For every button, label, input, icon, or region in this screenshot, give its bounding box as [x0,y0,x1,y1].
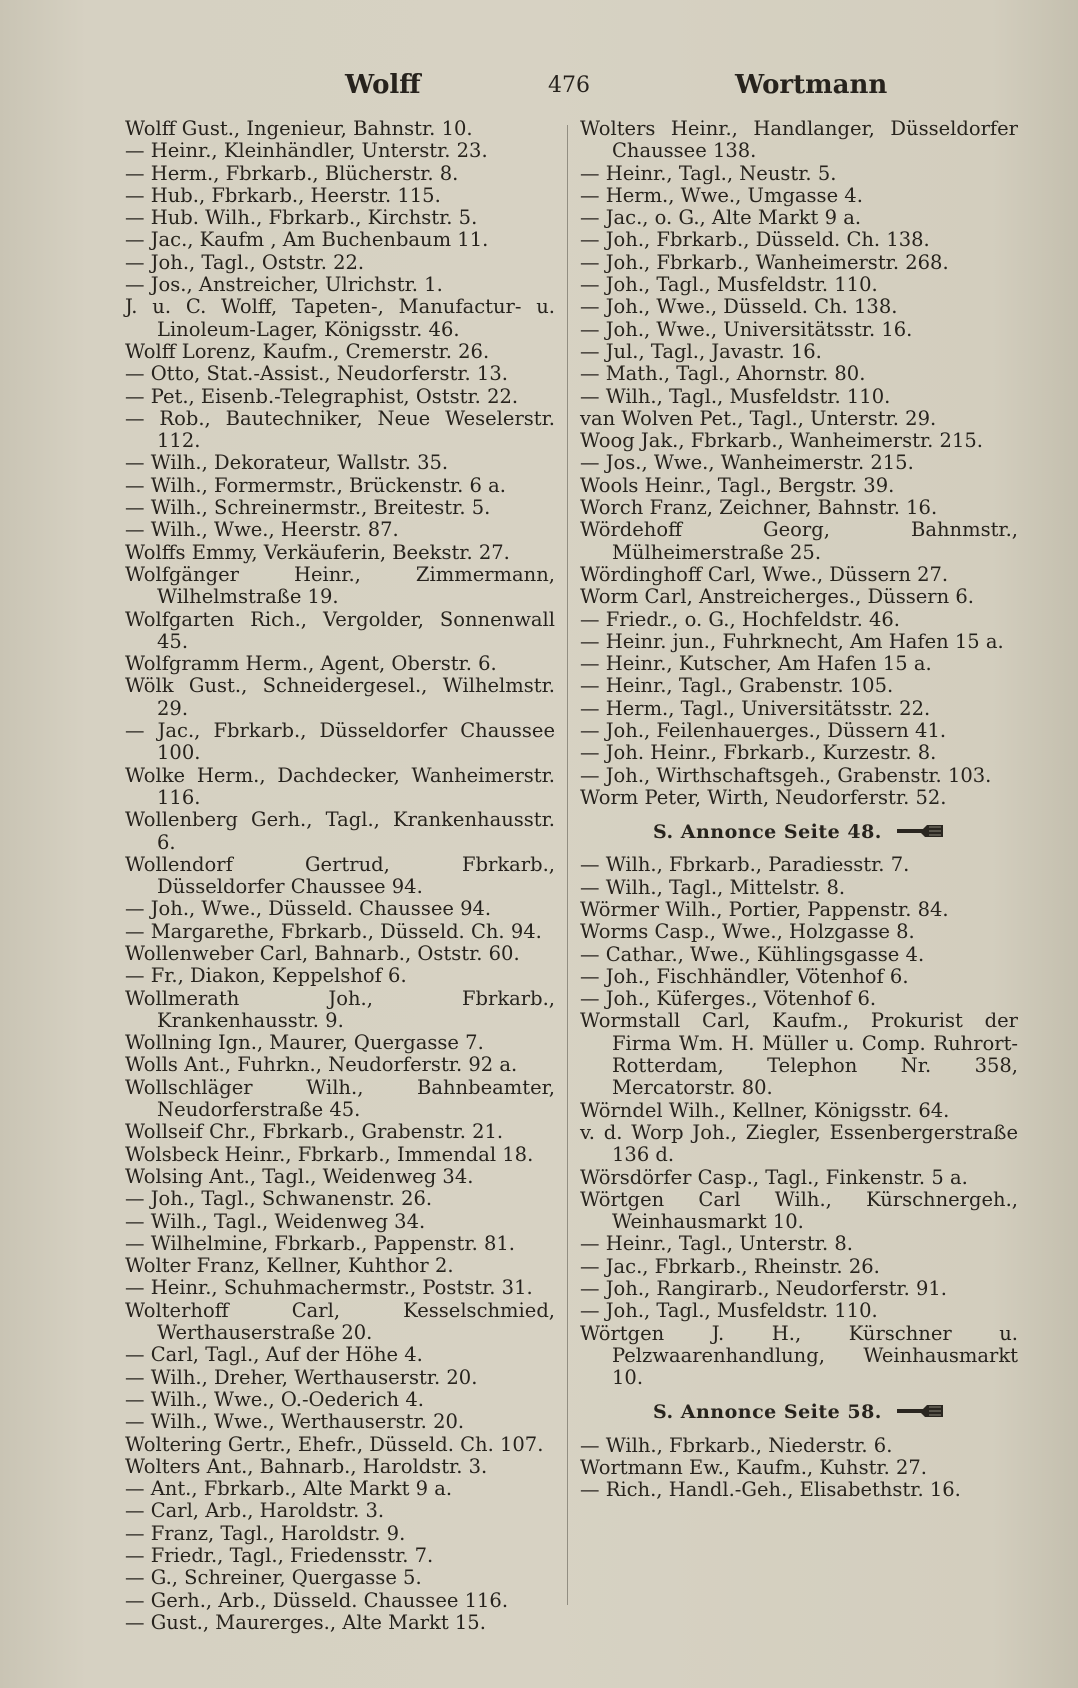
page-header [0,70,1078,110]
directory-entry: Wolfgänger Heinr., Zimmermann, Wilhelmstraße 19. [125,562,555,609]
directory-entry: Wollmerath Joh., Fbrkarb., Krankenhausstr. 9. [125,986,555,1032]
directory-entry: — Margarethe, Fbrkarb., Düsseld. Ch. 94. [125,919,542,943]
directory-entry: Wolke Herm., Dachdecker, Wanheimerstr. 116. [125,763,555,809]
directory-entry: — Jul., Tagl., Javastr. 16. [580,339,822,363]
directory-entry: Worms Casp., Wwe., Holzgasse 8. [580,920,915,944]
directory-entry: — Joh., Wwe., Düsseld. Chaussee 94. [125,897,492,921]
advertisement-notice [580,821,1018,844]
directory-entry: — Gust., Maurerges., Alte Markt 15. [125,1610,486,1634]
directory-entry: Wolterhoff Carl, Kesselschmied, Werthauserstraße 20. [125,1298,555,1345]
directory-entry: — Heinr., Kutscher, Am Hafen 15 a. [580,652,932,676]
directory-entry: — Wilh., Tagl., Mittelstr. 8. [580,875,846,899]
directory-entry: — Carl, Arb., Haroldstr. 3. [125,1499,385,1523]
directory-entry: — Hub., Fbrkarb., Heerstr. 115. [125,183,441,207]
directory-entry: — Fr., Diakon, Keppelshof 6. [125,964,407,988]
directory-entry: — Joh., Tagl., Musfeldstr. 110. [580,273,878,297]
directory-entry: — Wilh., Fbrkarb., Paradiesstr. 7. [580,853,910,877]
directory-entry: Worm Carl, Anstreicherges., Düssern 6. [580,585,974,609]
directory-entry: Wördinghoff Carl, Wwe., Düssern 27. [580,562,949,586]
directory-entry: Wollseif Chr., Fbrkarb., Grabenstr. 21. [125,1120,504,1144]
directory-entry: — Franz, Tagl., Haroldstr. 9. [125,1521,406,1545]
page-number: 476 [548,73,590,98]
directory-entry: Wolff Lorenz, Kaufm., Cremerstr. 26. [125,339,490,363]
directory-entry: Wolter Franz, Kellner, Kuhthor 2. [125,1254,454,1278]
directory-entry: — Jac., Kaufm , Am Buchenbaum 11. [125,228,489,252]
directory-entry: — Heinr., Schuhmachermstr., Poststr. 31. [125,1276,533,1300]
directory-entry: — Wilh., Dekorateur, Wallstr. 35. [125,451,449,475]
directory-entry: — Pet., Eisenb.-Telegraphist, Oststr. 22. [125,384,519,408]
directory-entry: — Heinr. jun., Fuhrknecht, Am Hafen 15 a. [580,629,1004,653]
directory-entry: — Friedr., Tagl., Friedensstr. 7. [125,1544,434,1567]
directory-entry: — Cathar., Wwe., Kühlingsgasse 4. [580,942,925,966]
directory-entry: Wolffs Emmy, Verkäuferin, Beekstr. 27. [125,540,510,564]
directory-entry: — Hub. Wilh., Fbrkarb., Kirchstr. 5. [125,206,478,230]
directory-entry: Wolff Gust., Ingenieur, Bahnstr. 10. [125,117,473,140]
directory-entry: Wörmer Wilh., Portier, Pappenstr. 84. [580,897,949,921]
directory-entry: — Joh., Küferges., Vötenhof 6. [580,987,877,1011]
pointing-hand-icon [897,1402,945,1424]
directory-entry: — Wilh., Fbrkarb., Niederstr. 6. [580,1433,893,1457]
directory-entry: Wollendorf Gertrud, Fbrkarb., Düsseldorfer Chaussee 94. [125,852,555,899]
directory-entry: — Gerh., Arb., Düsseld. Chaussee 116. [125,1588,509,1612]
directory-entry: — Wilh., Wwe., O.-Oederich 4. [125,1387,424,1411]
directory-entry: Wörtgen Carl Wilh., Kürschnergeh., Weinhausmarkt 10. [580,1187,1018,1234]
directory-entry: — Carl, Tagl., Auf der Höhe 4. [125,1343,423,1367]
directory-entry: Wörsdörfer Casp., Tagl., Finkenstr. 5 a. [580,1165,968,1189]
notice-text: S. Annonce Seite 58. [652,1401,882,1424]
column-divider [567,125,568,1605]
directory-entry: — Wilh., Wwe., Heerstr. 87. [125,518,399,542]
header-first-entry: Wolff [345,70,421,100]
directory-entry: — Wilhelmine, Fbrkarb., Pappenstr. 81. [125,1231,515,1255]
directory-entry: Wollenberg Gerh., Tagl., Krankenhausstr. 6. [125,808,555,854]
directory-entry: — Wilh., Wwe., Werthauserstr. 20. [125,1410,465,1434]
directory-entry: Wolsing Ant., Tagl., Weidenweg 34. [125,1164,474,1188]
directory-entry: Wördehoff Georg, Bahnmstr., Mülheimerstraße 25. [580,518,1018,564]
directory-entry: — Joh., Tagl., Oststr. 22. [125,250,365,274]
directory-entry: Wollschläger Wilh., Bahnbeamter, Neudorferstraße 45. [125,1075,555,1122]
right-column-part-c [580,1435,1018,1502]
directory-entry: — Joh., Tagl., Musfeldstr. 110. [580,1299,878,1323]
directory-entry: Wolfgarten Rich., Vergolder, Sonnenwall 45. [125,607,555,653]
directory-entry: Worm Peter, Wirth, Neudorferstr. 52. [580,785,947,809]
directory-entry: — Jac., Fbrkarb., Rheinstr. 26. [580,1254,880,1278]
directory-entry: — G., Schreiner, Quergasse 5. [125,1566,422,1590]
directory-entry: — Herm., Fbrkarb., Blücherstr. 8. [125,161,459,185]
directory-entry: — Heinr., Tagl., Grabenstr. 105. [580,674,894,698]
directory-entry: Wolfgramm Herm., Agent, Oberstr. 6. [125,652,497,676]
directory-entry: — Herm., Wwe., Umgasse 4. [580,183,863,207]
directory-entry: — Jos., Anstreicher, Ulrichstr. 1. [125,273,443,297]
directory-entry: — Joh., Wwe., Universitätsstr. 16. [580,317,913,341]
directory-entry: — Joh., Fbrkarb., Wanheimerstr. 268. [580,250,949,274]
directory-entry: J. u. C. Wolff, Tapeten-, Manufactur- u. Linoleum-Lager, Königsstr. 46. [125,295,555,341]
directory-entry: — Wilh., Schreinermstr., Breitestr. 5. [125,496,491,520]
right-column-part-b [580,854,1018,1389]
directory-entry: Wolters Heinr., Handlanger, Düsseldorfer Chaussee 138. [580,117,1018,163]
right-column [580,118,1018,1502]
directory-entry: Woltering Gertr., Ehefr., Düsseld. Ch. 107. [125,1432,544,1456]
directory-entry: — Otto, Stat.-Assist., Neudorferstr. 13. [125,362,508,386]
directory-entry: — Joh., Fbrkarb., Düsseld. Ch. 138. [580,228,930,252]
directory-entry: — Joh., Feilenhauerges., Düssern 41. [580,719,947,743]
directory-entry: — Jac., Fbrkarb., Düsseldorfer Chaussee 100. [125,719,555,765]
directory-entry: v. d. Worp Joh., Ziegler, Essenbergerstraße 136 d. [580,1120,1018,1167]
directory-entry: — Joh., Wwe., Düsseld. Ch. 138. [580,295,898,319]
directory-entry: — Wilh., Formermstr., Brückenstr. 6 a. [125,473,506,497]
directory-entry: — Heinr., Tagl., Neustr. 5. [580,161,837,185]
advertisement-notice [580,1401,1018,1424]
directory-entry: — Joh., Rangirarb., Neudorferstr. 91. [580,1276,948,1300]
directory-entry: — Heinr., Tagl., Unterstr. 8. [580,1232,853,1256]
directory-entry: — Friedr., o. G., Hochfeldstr. 46. [580,607,900,631]
directory-entry: — Ant., Fbrkarb., Alte Markt 9 a. [125,1477,453,1501]
directory-entry: Wörndel Wilh., Kellner, Königsstr. 64. [580,1098,950,1122]
notice-text: S. Annonce Seite 48. [652,821,882,844]
directory-entry: Wolters Ant., Bahnarb., Haroldstr. 3. [125,1454,488,1478]
directory-entry: — Rich., Handl.-Geh., Elisabethstr. 16. [580,1478,961,1502]
header-last-entry: Wortmann [735,70,888,100]
directory-entry: Wools Heinr., Tagl., Bergstr. 39. [580,473,895,497]
directory-entry: Wollning Ign., Maurer, Quergasse 7. [125,1031,484,1055]
directory-entry: Woog Jak., Fbrkarb., Wanheimerstr. 215. [580,429,983,453]
directory-entry: Worch Franz, Zeichner, Bahnstr. 16. [580,496,938,520]
directory-entry: — Rob., Bautechniker, Neue Weselerstr. 112. [125,406,555,453]
directory-entry: — Jac., o. G., Alte Markt 9 a. [580,206,862,230]
right-column-part-a [580,118,1018,809]
directory-entry: — Joh., Tagl., Schwanenstr. 26. [125,1187,433,1211]
directory-entry: — Wilh., Tagl., Musfeldstr. 110. [580,384,891,408]
directory-entry: — Wilh., Tagl., Weidenweg 34. [125,1209,426,1233]
directory-entry: Wolls Ant., Fuhrkn., Neudorferstr. 92 a. [125,1053,518,1077]
directory-entry: — Jos., Wwe., Wanheimerstr. 215. [580,451,914,475]
directory-entry: Wollenweber Carl, Bahnarb., Oststr. 60. [125,941,520,965]
directory-entry: Wolsbeck Heinr., Fbrkarb., Immendal 18. [125,1142,534,1166]
directory-entry: Wormstall Carl, Kaufm., Prokurist der Firma Wm. H. Müller u. Comp. Ruhrort-Rotterdam, Telephon Nr. 358, Mercatorstr. 80. [580,1009,1018,1100]
left-column [125,118,555,1634]
directory-entry: — Heinr., Kleinhändler, Unterstr. 23. [125,139,488,163]
directory-entry: — Math., Tagl., Ahornstr. 80. [580,362,866,386]
pointing-hand-icon [897,822,945,844]
directory-entry: Wölk Gust., Schneidergesel., Wilhelmstr. 29. [125,674,555,720]
directory-entry: van Wolven Pet., Tagl., Unterstr. 29. [580,406,937,430]
directory-entry: — Herm., Tagl., Universitätsstr. 22. [580,696,931,720]
directory-entry: Wortmann Ew., Kaufm., Kuhstr. 27. [580,1455,928,1479]
directory-entry: — Joh. Heinr., Fbrkarb., Kurzestr. 8. [580,741,937,765]
directory-entry: — Joh., Fischhändler, Vötenhof 6. [580,964,909,988]
directory-entry: — Joh., Wirthschaftsgeh., Grabenstr. 103. [580,763,992,787]
directory-entry: Wörtgen J. H., Kürschner u. Pelzwaarenhandlung, Weinhausmarkt 10. [580,1321,1018,1390]
directory-entry: — Wilh., Dreher, Werthauserstr. 20. [125,1365,478,1389]
